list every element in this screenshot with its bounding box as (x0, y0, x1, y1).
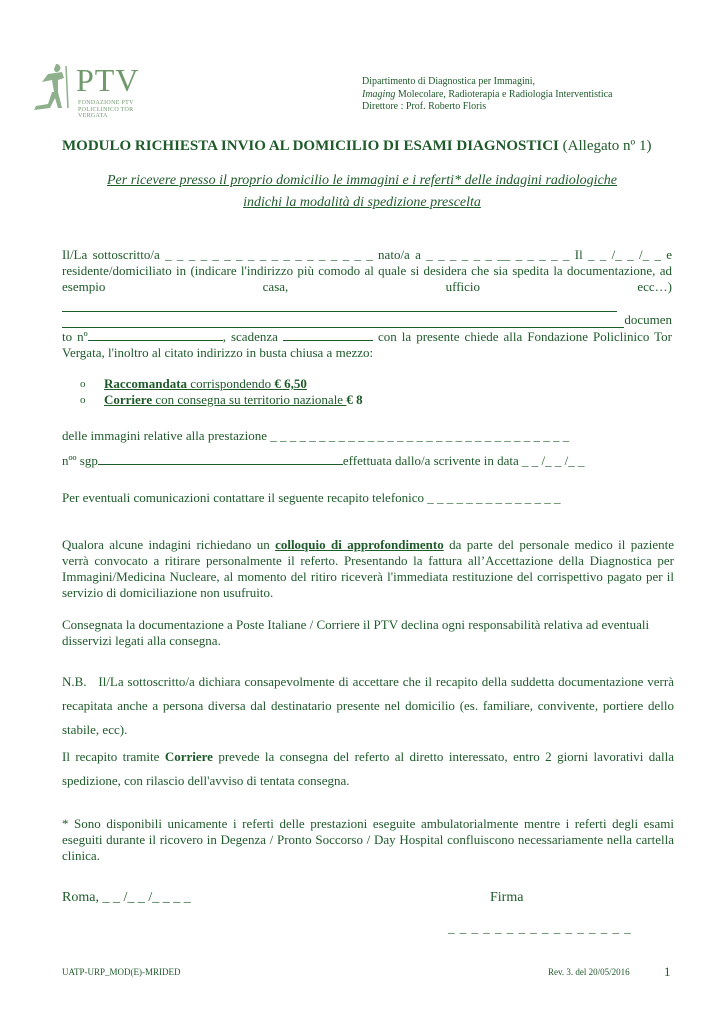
revision-info: Rev. 3. del 20/05/2016 (548, 967, 630, 977)
colloquio-text-b: da parte del personale medico il paziente verrà convocato a ritirare personalmente il referto. Presentando la fattura all’Accettazione della Diagnostica per Immagini/Medicina Nucleare, al momento del ritiro riceverà l'immediata restituzione del corrispettivo pagato per il servizio di domiciliazione non usufruito. (62, 537, 674, 600)
sgp-line (62, 452, 622, 469)
sgp-field[interactable] (98, 452, 343, 465)
doc-number-label: to nº (62, 329, 88, 344)
sgp-date-text[interactable]: effettuata dallo/a scrivente in data _ _ /_ _ /_ _ (342, 453, 585, 468)
logo-text: PTV (76, 62, 140, 98)
option-raccomandata[interactable] (80, 376, 363, 392)
prestazione-line[interactable]: delle immagini relative alla prestazione _ _ _ _ _ _ _ _ _ _ _ _ _ _ _ _ _ _ _ _ _ _ _ _ _ _ _ _ _ _ _ (62, 428, 570, 443)
colloquio-text-a: Qualora alcune indagini richiedano un (62, 537, 276, 552)
corriere-text: con consegna su territorio nazionale (152, 392, 347, 407)
documento-label: documen (624, 312, 672, 327)
department-header (362, 76, 612, 114)
address-field[interactable] (62, 313, 624, 328)
document-number-text (62, 328, 672, 361)
request-text: con la presente chiede alla Fondazione Policlinico Tor Vergata, l'inoltro al citato indirizzo in busta chiusa a mezzo: (62, 329, 672, 360)
corriere-text-a: Il recapito tramite (62, 749, 165, 764)
document-title (62, 138, 682, 155)
dept-line-3: Direttore : Prof. Roberto Floris (362, 101, 487, 112)
logo-subtitle-1: FONDAZIONE PTV (78, 100, 134, 106)
corriere-bold: Corriere (164, 749, 213, 764)
raccomandata-price: € 6,50 (274, 376, 307, 391)
telephone-line[interactable]: Per eventuali comunicazioni contattare il seguente recapito telefonico _ _ _ _ _ _ _ _ _ _ _ _ _ _ (62, 490, 561, 505)
dept-line-2-italic: Imaging (362, 88, 396, 100)
option-raccomandata-bullet[interactable]: o (80, 378, 86, 390)
corriere-paragraph (62, 745, 674, 793)
nb-paragraph: N.B. Il/La sottoscritto/a dichiara consapevolmente di accettare che il recapito della suddetta documentazione verrà recapitata anche a persona diversa dal destinatario presente nel domicilio (es. familiare, convivente, portiere dello stabile, ecc). (62, 674, 678, 737)
declaration-text: Il/La sottoscritto/a _ _ _ _ _ _ _ _ _ _ _ _ _ _ _ _ _ _ nato/a a _ _ _ _ _ _ __ _ _ _ _ _ Il _ _ /_ _ /_ _ e residente/domiciliato in (indicare l'indirizzo più comodo al quale si desidera che sia spedita la documentazione, ad esempio casa, ufficio ecc…) (62, 247, 672, 294)
doc-number-field[interactable] (88, 328, 223, 341)
place-date-field[interactable]: Roma, _ _ /_ _ /_ _ _ _ (62, 890, 191, 905)
raccomandata-label: Raccomandata (104, 376, 188, 391)
colloquio-bold: colloquio di approfondimento (275, 537, 444, 552)
address-line[interactable] (62, 295, 617, 312)
scadenza-label: , scadenza (222, 329, 278, 344)
sgp-label: nºº sgp (62, 453, 98, 468)
signature-label: Firma (490, 890, 524, 905)
dept-line-1: Dipartimento di Diagnostica per Immagini, (362, 76, 536, 87)
logo-subtitle-2: POLICLINICO TOR VERGATA (78, 107, 134, 119)
form-code: UATP-URP_MOD(E)-MRIDED (62, 967, 181, 977)
dept-line-2 (362, 89, 612, 102)
figure-logo-icon (28, 62, 76, 114)
corriere-price: € 8 (346, 392, 363, 407)
subtitle-line-2: indichi la modalità di spedizione prescelta (243, 195, 481, 210)
corriere-label: Corriere (104, 392, 153, 407)
dept-line-2-rest: Molecolare, Radioterapia e Radiologia Interventistica (395, 88, 613, 100)
raccomandata-text: corrispondendo (187, 376, 275, 391)
signature-field[interactable]: _ _ _ _ _ _ _ _ _ _ _ _ _ _ _ _ (448, 920, 632, 935)
page-number: 1 (664, 964, 671, 979)
footnote-paragraph: * Sono disponibili unicamente i referti delle prestazioni eseguite ambulatorialmente mentre i referti degli esami eseguiti durante il ricovero in Degenza / Pronto Soccorso / Day Hospital confluiscono necessariamente nella cartella clinica. (62, 816, 674, 863)
shipping-options (80, 376, 363, 408)
subtitle-line-1: Per ricevere presso il proprio domicilio le immagini e i referti* delle indagini radiologiche (106, 173, 617, 188)
title-annex: (Allegato nº 1) (558, 138, 652, 154)
declaration-paragraph (62, 247, 672, 361)
address-line-2[interactable] (62, 312, 672, 328)
option-corriere-bullet[interactable]: o (80, 394, 86, 406)
ptv-logo (28, 58, 158, 118)
scadenza-field[interactable] (283, 328, 373, 341)
corriere-text-b: prevede la consegna del referto al diretto interessato, entro 2 giorni lavorativi dalla spedizione, con rilascio dell'avviso di tentata consegna. (62, 749, 674, 788)
consegna-paragraph: Consegnata la documentazione a Poste Italiane / Corriere il PTV declina ogni responsabilità relativa ad eventuali disservizi legati alla consegna. (62, 617, 650, 648)
colloquio-paragraph (62, 537, 674, 601)
document-subtitle (62, 170, 662, 214)
option-corriere[interactable] (80, 392, 363, 408)
title-main: MODULO RICHIESTA INVIO AL DOMICILIO DI ESAMI DIAGNOSTICI (62, 138, 559, 154)
